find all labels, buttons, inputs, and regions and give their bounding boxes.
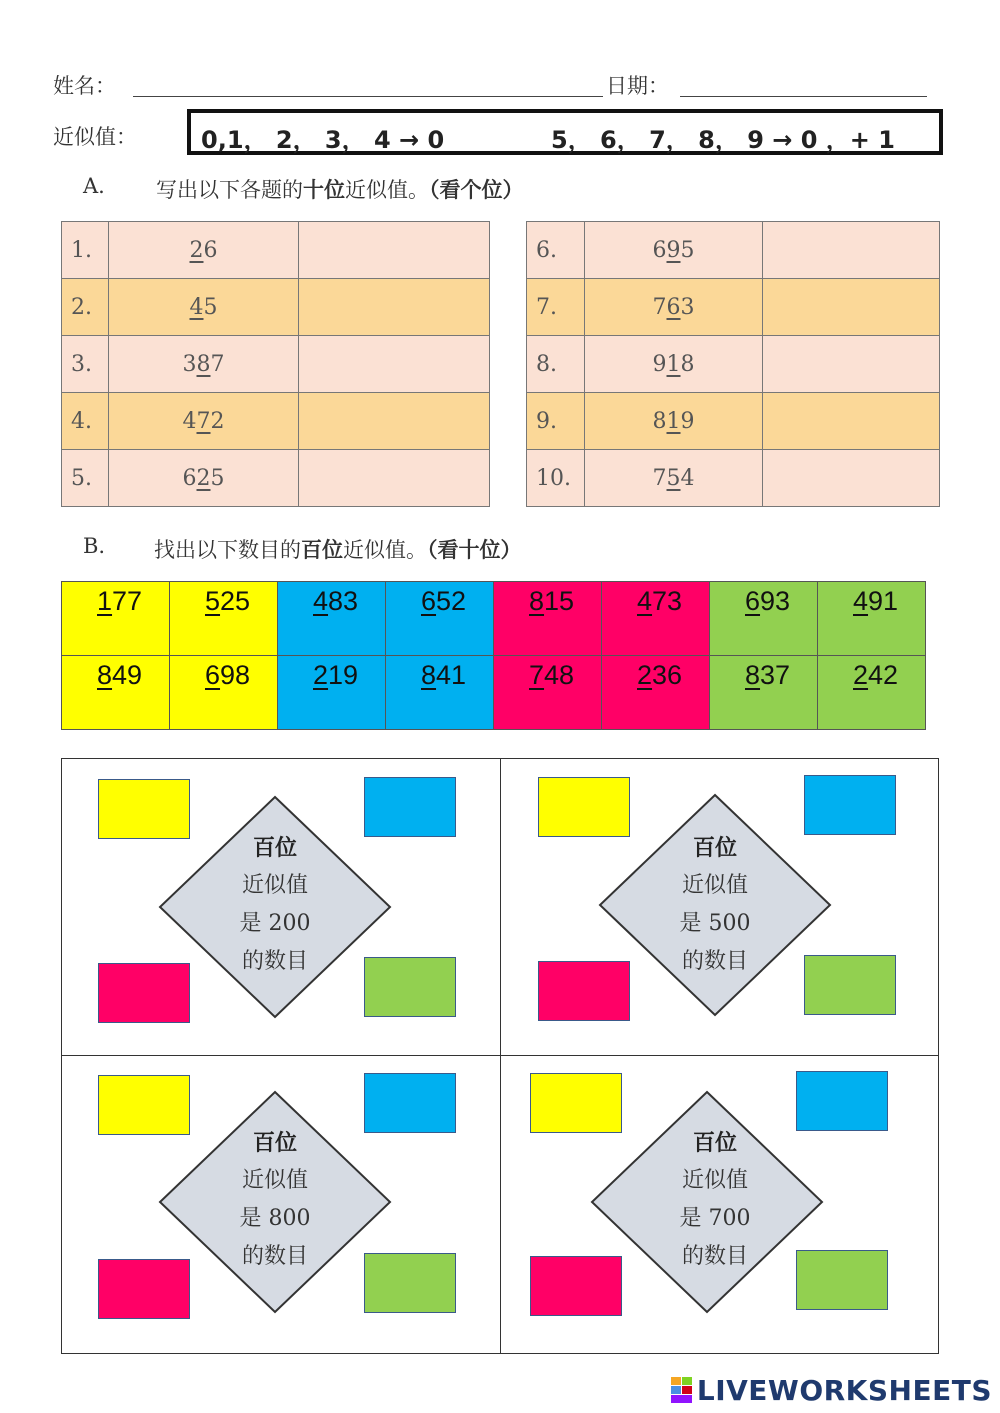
section-a-instruction (156, 174, 524, 204)
diamond-line: 的数目 (681, 1244, 748, 1269)
question-value (585, 279, 763, 336)
round-up-rule: 5， 6， 7， 8， 9 → 0 ，+ 1 (551, 126, 895, 154)
number-tile[interactable] (62, 656, 170, 730)
answer-cell[interactable] (299, 393, 490, 450)
question-value (109, 393, 299, 450)
number-text (602, 656, 709, 691)
diamond-200-label (205, 829, 345, 981)
table-row (527, 393, 940, 450)
diamond-line: 的数目 (241, 1244, 308, 1269)
grid-divider-vertical (500, 758, 501, 1354)
table-row (527, 222, 940, 279)
underlined-digit: 2 (313, 660, 329, 690)
underlined-digit: 6 (666, 294, 681, 320)
section-a-prefix: 写出以下各题的 (156, 178, 303, 202)
section-a-hint: （看个位） (429, 177, 524, 202)
diamond-line: 近似值 (681, 873, 748, 898)
section-b-bold: 百位 (301, 537, 343, 562)
number-text (170, 582, 277, 617)
digit: 3 (182, 351, 197, 377)
section-a-right-table (526, 221, 940, 507)
question-value (585, 450, 763, 507)
number-tile[interactable] (170, 656, 278, 730)
table-row (62, 582, 926, 656)
table-row (62, 336, 490, 393)
number-tile[interactable] (818, 656, 926, 730)
number-tile[interactable] (602, 582, 710, 656)
question-number: 4. (62, 393, 109, 450)
rounding-rule-box (187, 109, 943, 155)
table-row (527, 450, 940, 507)
section-b-letter: B. (83, 534, 106, 558)
digit: 41 (436, 660, 467, 690)
digit: 6 (182, 465, 197, 491)
number-text (278, 656, 385, 691)
number-text (710, 656, 817, 691)
question-value (109, 279, 299, 336)
digit: 52 (436, 586, 467, 616)
digit: 98 (220, 660, 251, 690)
diamond-line: 的数目 (681, 949, 748, 974)
underlined-digit: 6 (421, 586, 437, 616)
underlined-digit: 1 (97, 586, 113, 616)
digit: 25 (220, 586, 251, 616)
answer-cell[interactable] (299, 450, 490, 507)
table-row (62, 450, 490, 507)
number-text (386, 656, 493, 691)
digit: 5 (680, 237, 695, 263)
diamond-line: 百位 (692, 1130, 737, 1156)
question-number: 6. (527, 222, 585, 279)
number-text (62, 582, 169, 617)
digit: 3 (680, 294, 695, 320)
answer-cell[interactable] (299, 279, 490, 336)
digit: 4 (182, 408, 197, 434)
answer-cell[interactable] (763, 279, 940, 336)
name-label: 姓名： (53, 74, 116, 98)
round-down-rule: 0,1， 2， 3， 4 → 0 (201, 126, 445, 154)
digit: 8 (652, 408, 667, 434)
digit: 6 (652, 237, 667, 263)
number-text (710, 582, 817, 617)
underlined-digit: 8 (97, 660, 113, 690)
digit: 49 (112, 660, 143, 690)
digit: 7 (210, 351, 225, 377)
table-row (62, 222, 490, 279)
underlined-digit: 2 (853, 660, 869, 690)
number-tile[interactable] (818, 582, 926, 656)
digit: 15 (544, 586, 575, 616)
number-text (818, 582, 925, 617)
diamond-700-label (645, 1124, 785, 1276)
digit: 9 (652, 351, 667, 377)
digit: 6 (203, 237, 218, 263)
answer-cell[interactable] (763, 336, 940, 393)
underlined-digit: 1 (666, 408, 681, 434)
digit: 7 (652, 465, 667, 491)
question-number: 9. (527, 393, 585, 450)
table-row (527, 336, 940, 393)
diamond-line: 近似值 (681, 1168, 748, 1193)
answer-cell[interactable] (763, 450, 940, 507)
date-label: 日期： (606, 74, 669, 98)
underlined-digit: 8 (745, 660, 761, 690)
underlined-digit: 2 (637, 660, 653, 690)
section-b-instruction (154, 534, 522, 564)
diamond-line: 近似值 (241, 1168, 308, 1193)
number-text (818, 656, 925, 691)
number-text (62, 656, 169, 691)
number-tile[interactable] (386, 582, 494, 656)
table-row (527, 279, 940, 336)
underlined-digit: 2 (189, 237, 204, 263)
name-input-line[interactable] (133, 96, 603, 97)
underlined-digit: 7 (196, 408, 211, 434)
underlined-digit: 4 (853, 586, 869, 616)
section-b-hint: （看十位） (427, 537, 522, 562)
section-a-letter: A. (83, 174, 105, 198)
underlined-digit: 4 (637, 586, 653, 616)
question-value (585, 222, 763, 279)
diamond-line: 是 800 (239, 1206, 311, 1231)
section-a-bold: 十位 (303, 177, 345, 202)
underlined-digit: 8 (529, 586, 545, 616)
diamond-line: 是 700 (679, 1206, 751, 1231)
question-value (585, 336, 763, 393)
underlined-digit: 9 (666, 237, 681, 263)
digit: 5 (203, 294, 218, 320)
underlined-digit: 4 (313, 586, 329, 616)
section-a-suffix: 近似值。 (345, 178, 429, 202)
digit: 2 (210, 408, 225, 434)
diamond-800-label (205, 1124, 345, 1276)
digit: 4 (680, 465, 695, 491)
question-number: 2. (62, 279, 109, 336)
approx-label: 近似值： (53, 125, 137, 149)
underlined-digit: 7 (529, 660, 545, 690)
underlined-digit: 5 (205, 586, 221, 616)
digit: 19 (328, 660, 359, 690)
section-a-left-table (61, 221, 490, 507)
digit: 48 (544, 660, 575, 690)
diamond-line: 是 200 (239, 911, 311, 936)
number-tile[interactable] (278, 656, 386, 730)
answer-cell[interactable] (299, 336, 490, 393)
question-value (585, 393, 763, 450)
underlined-digit: 5 (666, 465, 681, 491)
digit: 42 (868, 660, 899, 690)
diamond-500-label (645, 829, 785, 981)
number-text (386, 582, 493, 617)
question-value (109, 222, 299, 279)
number-tile[interactable] (278, 582, 386, 656)
underlined-digit: 2 (196, 465, 211, 491)
digit: 8 (680, 351, 695, 377)
liveworksheets-logo (671, 1374, 992, 1407)
question-number: 5. (62, 450, 109, 507)
grid-divider-horizontal (61, 1055, 939, 1056)
question-number: 8. (527, 336, 585, 393)
diamond-line: 百位 (252, 835, 297, 861)
section-b-suffix: 近似值。 (343, 538, 427, 562)
underlined-digit: 6 (745, 586, 761, 616)
number-tile[interactable] (494, 582, 602, 656)
number-tile[interactable] (494, 656, 602, 730)
question-number: 1. (62, 222, 109, 279)
digit: 93 (760, 586, 791, 616)
answer-cell[interactable] (763, 222, 940, 279)
table-row (62, 393, 490, 450)
question-number: 10. (527, 450, 585, 507)
logo-text: LIVEWORKSHEETS (696, 1374, 992, 1407)
number-text (494, 656, 601, 691)
question-value (109, 336, 299, 393)
table-row (62, 279, 490, 336)
number-tile[interactable] (710, 656, 818, 730)
answer-cell[interactable] (763, 393, 940, 450)
diamond-line: 近似值 (241, 873, 308, 898)
underlined-digit: 8 (421, 660, 437, 690)
question-number: 7. (527, 279, 585, 336)
digit: 5 (210, 465, 225, 491)
logo-mark-icon (671, 1377, 693, 1403)
diamond-line: 百位 (692, 835, 737, 861)
digit: 91 (868, 586, 899, 616)
diamond-line: 是 500 (679, 911, 751, 936)
number-tile[interactable] (62, 582, 170, 656)
digit: 9 (680, 408, 695, 434)
number-tile[interactable] (170, 582, 278, 656)
number-text (170, 656, 277, 691)
digit: 73 (652, 586, 683, 616)
number-tile[interactable] (602, 656, 710, 730)
digit: 36 (652, 660, 683, 690)
number-text (602, 582, 709, 617)
section-b-prefix: 找出以下数目的 (154, 538, 301, 562)
question-value (109, 450, 299, 507)
section-b-number-table (61, 581, 926, 730)
diamond-line: 的数目 (241, 949, 308, 974)
digit: 83 (328, 586, 359, 616)
digit: 77 (112, 586, 143, 616)
digit: 7 (652, 294, 667, 320)
diamond-line: 百位 (252, 1130, 297, 1156)
table-row (62, 656, 926, 730)
date-input-line[interactable] (680, 96, 927, 97)
number-tile[interactable] (386, 656, 494, 730)
number-text (494, 582, 601, 617)
number-text (278, 582, 385, 617)
question-number: 3. (62, 336, 109, 393)
underlined-digit: 8 (196, 351, 211, 377)
underlined-digit: 4 (189, 294, 204, 320)
digit: 37 (760, 660, 791, 690)
underlined-digit: 1 (666, 351, 681, 377)
number-tile[interactable] (710, 582, 818, 656)
underlined-digit: 6 (205, 660, 221, 690)
answer-cell[interactable] (299, 222, 490, 279)
